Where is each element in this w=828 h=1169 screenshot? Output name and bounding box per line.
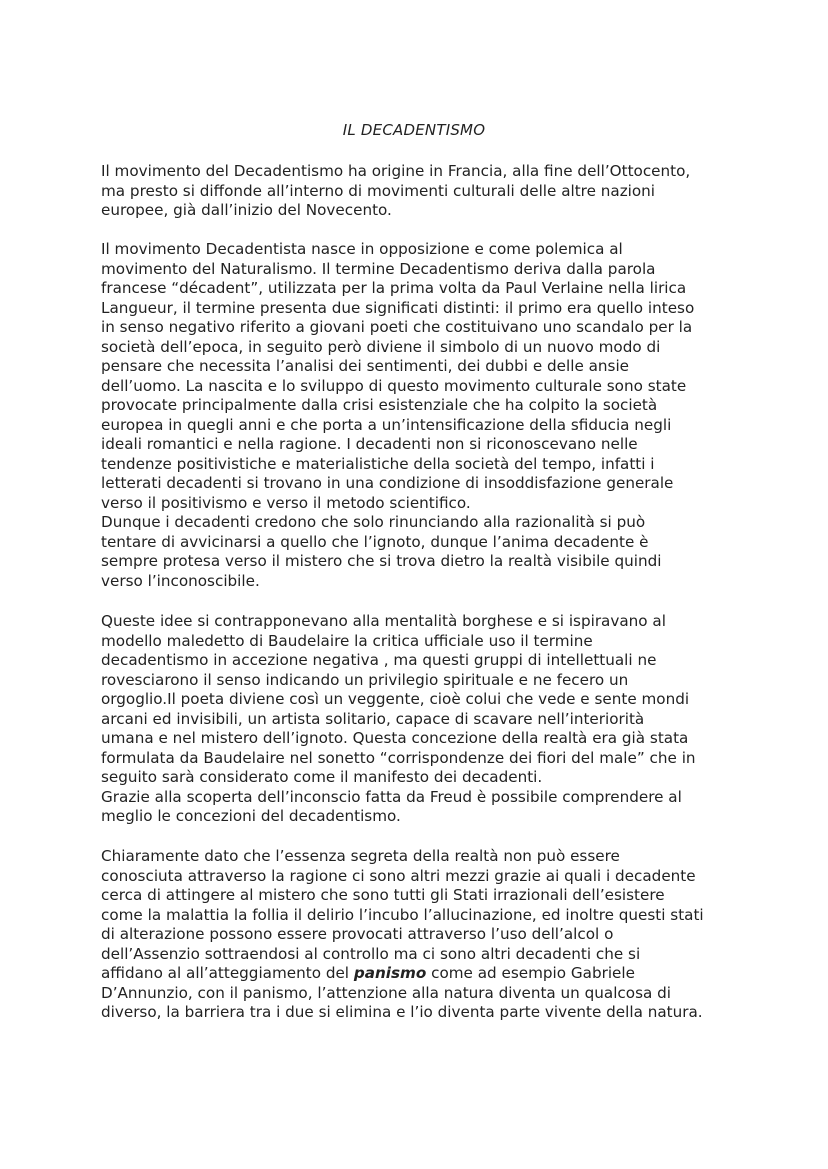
text-line: formulata da Baudelaire nel sonetto “corrispondenze dei fiori del male” che in [101,748,696,767]
text-line: Il movimento Decadentista nasce in opposizione e come polemica al [101,240,623,258]
text-line: francese “décadent”, utilizzata per la prima volta da Paul Verlaine nella lirica [101,279,687,297]
text-line: società dell’epoca, in seguito però diviene il simbolo di un nuovo modo di [101,337,661,356]
text-line: cerca di attingere al mistero che sono tutti gli Stati irrazionali dell’esistere [101,886,665,904]
paragraph-irrational-states [101,847,741,1023]
text-line: orgoglio.Il poeta diviene così un veggente, cioè colui che vede e sente mondi [101,690,690,708]
text-line: tendenze positivistiche e materialistiche della società del tempo, infatti i [101,454,655,473]
paragraph-baudelaire [101,612,741,827]
text-line: seguito sarà considerato come il manifesto dei decadenti. [101,768,543,786]
text-line: conosciuta attraverso la ragione ci sono altri mezzi grazie ai quali i decadente [101,866,696,885]
text-fragment: come ad esempio Gabriele [426,964,635,982]
text-line: D’Annunzio, con il panismo, l’attenzione alla natura diventa un qualcosa di [101,983,671,1002]
text-line: umana e nel mistero dell’ignoto. Questa concezione della realtà era già stata [101,729,689,747]
text-line: arcani ed invisibili, un artista solitario, capace di scavare nell’interiorità [101,709,645,728]
emphasized-term: panismo [353,964,427,982]
text-line: letterati decadenti si trovano in una condizione di insoddisfazione generale [101,474,674,492]
text-line: dell’Assenzio sottraendosi al controllo ma ci sono altri decadenti che si [101,944,641,963]
text-line: tentare di avvicinarsi a quello che l’ignoto, dunque l’anima decadente è [101,532,649,551]
text-line: di alterazione possono essere provocati attraverso l’uso dell’alcol o [101,925,614,943]
text-line: Grazie alla scoperta dell’inconscio fatta da Freud è possibile comprendere al [101,787,682,806]
text-line: sempre protesa verso il mistero che si trova dietro la realtà visibile quindi [101,552,662,570]
text-line: movimento del Naturalismo. Il termine Decadentismo deriva dalla parola [101,259,656,278]
text-line: rovesciarono il senso indicando un privilegio spirituale e ne fecero un [101,670,629,689]
text-line: ma presto si diffonde all’interno di movimenti culturali delle altre nazioni [101,181,656,200]
text-line: provocate principalmente dalla crisi esistenziale che ha colpito la società [101,396,658,414]
text-line: Langueur, il termine presenta due significati distinti: il primo era quello inteso [101,298,695,317]
paragraph-naturalism [101,240,741,591]
text-line-with-emphasis [101,964,741,984]
text-line: europee, già dall’inizio del Novecento. [101,201,392,219]
text-line: meglio le concezioni del decadentismo. [101,807,401,825]
text-line: Chiaramente dato che l’essenza segreta della realtà non può essere [101,847,620,865]
paragraph-origins [101,162,741,221]
text-line: modello maledetto di Baudelaire la critica ufficiale uso il termine [101,631,593,650]
text-line: verso il positivismo e verso il metodo scientifico. [101,493,471,512]
document-title: IL DECADENTISMO [342,121,486,139]
text-line: ideali romantici e nella ragione. I decadenti non si riconoscevano nelle [101,435,638,453]
text-line: dell’uomo. La nascita e lo sviluppo di questo movimento culturale sono state [101,376,687,395]
text-line: pensare che necessita l’analisi dei sentimenti, dei dubbi e delle ansie [101,357,630,375]
text-line: Queste idee si contrapponevano alla mentalità borghese e si ispiravano al [101,612,666,630]
text-line: europea in quegli anni e che porta a un’intensificazione della sfiducia negli [101,415,672,434]
text-line: come la malattia la follia il delirio l’incubo l’allucinazione, ed inoltre questi stati [101,905,704,924]
text-line: Dunque i decadenti credono che solo rinunciando alla razionalità si può [101,513,646,531]
text-line: decadentismo in accezione negativa , ma questi gruppi di intellettuali ne [101,651,657,669]
text-fragment: affidano al all’atteggiamento del [101,964,354,982]
text-line: in senso negativo riferito a giovani poeti che costituivano uno scandalo per la [101,318,693,336]
text-line: Il movimento del Decadentismo ha origine in Francia, alla fine dell’Ottocento, [101,162,691,180]
text-line: diverso, la barriera tra i due si elimina e l’io diventa parte vivente della natura. [101,1003,703,1021]
text-line: verso l’inconoscibile. [101,571,260,590]
